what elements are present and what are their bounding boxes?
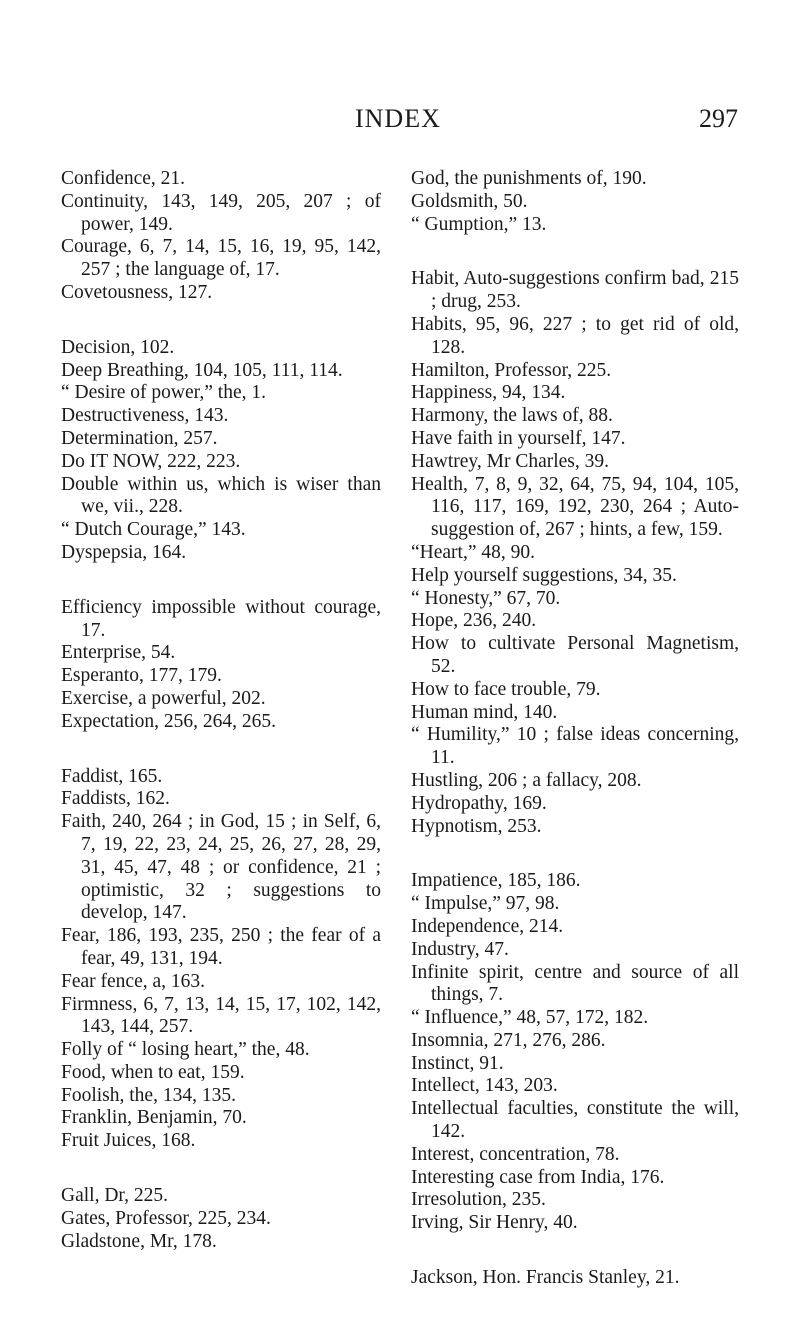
index-entry: Destructiveness, 143. (61, 405, 229, 427)
index-entry: Food, when to eat, 159. (61, 1061, 245, 1083)
index-entry: Determination, 257. (61, 427, 218, 449)
index-entry: God, the punishments of, 190. (411, 168, 647, 189)
index-entry: “ Gumption,” 13. (411, 213, 547, 235)
index-letter-group (61, 337, 381, 565)
index-entry: “Heart,” 48, 90. (411, 541, 535, 563)
index-entry: Fear, 186, 193, 235, 250 ; the fear of a fear, 49, 131, 194. (61, 925, 381, 969)
index-entry: Franklin, Benjamin, 70. (61, 1107, 247, 1129)
index-entry: Faddist, 165. (61, 765, 163, 787)
index-letter-group (411, 870, 739, 1235)
index-entry: Gladstone, Mr, 178. (61, 1230, 217, 1252)
index-entry: “ Desire of power,” the, 1. (61, 382, 266, 404)
index-entry: Confidence, 21. (61, 168, 186, 189)
page-header (355, 104, 738, 138)
index-entry: Hope, 236, 240. (411, 610, 537, 632)
index-entry: Interesting case from India, 176. (411, 1166, 665, 1188)
index-letter-group (61, 1185, 381, 1253)
index-entry: Goldsmith, 50. (411, 190, 528, 212)
index-entry: Fear fence, a, 163. (61, 970, 206, 992)
page-number: 297 (699, 104, 738, 133)
index-entry: Courage, 6, 7, 14, 15, 16, 19, 95, 142, 257 ; the language of, 17. (61, 236, 381, 281)
index-letter-group (61, 766, 381, 1154)
index-column-left (61, 168, 381, 1285)
index-entry: Interest, concentration, 78. (411, 1143, 620, 1165)
index-entry: Gall, Dr, 225. (61, 1185, 168, 1207)
index-entry: Human mind, 140. (411, 701, 558, 723)
index-entry: Habit, Auto-suggestions confirm bad, 215 ; drug, 253. (411, 268, 739, 313)
index-entry: Irresolution, 235. (411, 1189, 546, 1211)
index-entry: Hustling, 206 ; a fallacy, 208. (411, 769, 642, 791)
index-entry: Insomnia, 271, 276, 286. (411, 1029, 606, 1051)
index-entry: Hypnotism, 253. (411, 815, 542, 837)
index-entry: Do IT NOW, 222, 223. (61, 450, 241, 472)
index-entry: Intellectual faculties, constitute the will, 142. (411, 1098, 739, 1143)
index-entry: Expectation, 256, 264, 265. (61, 710, 277, 732)
index-entry: Fruit Juices, 168. (61, 1130, 196, 1152)
index-entry: Hawtrey, Mr Charles, 39. (411, 450, 610, 472)
index-entry: Faddists, 162. (61, 788, 170, 810)
index-entry: Health, 7, 8, 9, 32, 64, 75, 94, 104, 105, 116, 117, 169, 192, 230, 264 ; Auto-suggestion of, 267 ; hints, a few, 159. (411, 473, 739, 541)
index-entry: Have faith in yourself, 147. (411, 427, 626, 449)
index-entry: How to cultivate Personal Magnetism, 52. (411, 633, 739, 677)
index-entry: Intellect, 143, 203. (411, 1075, 558, 1097)
index-entry: Enterprise, 54. (61, 642, 176, 664)
index-letter-group (61, 597, 381, 734)
index-entry: Deep Breathing, 104, 105, 111, 114. (61, 359, 343, 381)
index-entry: How to face trouble, 79. (411, 678, 601, 700)
index-entry: Hamilton, Professor, 225. (411, 359, 612, 381)
index-entry: Esperanto, 177, 179. (61, 665, 222, 687)
index-entry: Dyspepsia, 164. (61, 541, 187, 563)
index-entry: “ Dutch Courage,” 143. (61, 519, 246, 541)
index-column-right (411, 168, 739, 1322)
index-entry: Hydropathy, 169. (411, 792, 547, 814)
index-entry: “ Impulse,” 97, 98. (411, 893, 560, 915)
index-entry: Decision, 102. (61, 336, 175, 358)
index-entry: Industry, 47. (411, 938, 509, 960)
page-title: INDEX (355, 104, 441, 133)
index-entry: Jackson, Hon. Francis Stanley, 21. (411, 1267, 680, 1289)
index-entry: Independence, 214. (411, 915, 564, 937)
index-entry: “ Humility,” 10 ; false ideas concerning, 11. (411, 724, 739, 769)
index-letter-group (411, 1267, 739, 1290)
index-entry: Exercise, a powerful, 202. (61, 687, 266, 709)
index-entry: Help yourself suggestions, 34, 35. (411, 564, 677, 586)
index-entry: Impatience, 185, 186. (411, 870, 581, 892)
index-entry: “ Honesty,” 67, 70. (411, 587, 561, 609)
index-entry: Faith, 240, 264 ; in God, 15 ; in Self, 6, 7, 19, 22, 23, 24, 25, 26, 27, 28, 29, 31, 45, 47, 48 ; or confidence, 21 ; optimistic, 32 ; suggestions to develop, 147. (61, 811, 381, 924)
index-entry: Efficiency impossible without courage, 17. (61, 596, 381, 641)
index-entry: Gates, Professor, 225, 234. (61, 1207, 271, 1229)
index-entry: Instinct, 91. (411, 1052, 504, 1074)
index-entry: Covetousness, 127. (61, 281, 213, 303)
index-entry: “ Influence,” 48, 57, 172, 182. (411, 1007, 649, 1029)
index-entry: Infinite spirit, centre and source of all things, 7. (411, 961, 739, 1006)
index-entry: Double within us, which is wiser than we, vii., 228. (61, 473, 381, 518)
index-letter-group (411, 168, 739, 236)
index-entry: Harmony, the laws of, 88. (411, 405, 613, 427)
index-entry: Happiness, 94, 134. (411, 382, 566, 404)
index-entry: Habits, 95, 96, 227 ; to get rid of old, 128. (411, 313, 739, 358)
index-letter-group (411, 268, 739, 838)
index-entry: Continuity, 143, 149, 205, 207 ; of power, 149. (61, 190, 381, 235)
index-entry: Folly of “ losing heart,” the, 48. (61, 1039, 310, 1061)
index-entry: Irving, Sir Henry, 40. (411, 1212, 578, 1234)
index-letter-group (61, 168, 381, 305)
index-entry: Firmness, 6, 7, 13, 14, 15, 17, 102, 142, 143, 144, 257. (61, 993, 381, 1038)
index-entry: Foolish, the, 134, 135. (61, 1084, 236, 1106)
